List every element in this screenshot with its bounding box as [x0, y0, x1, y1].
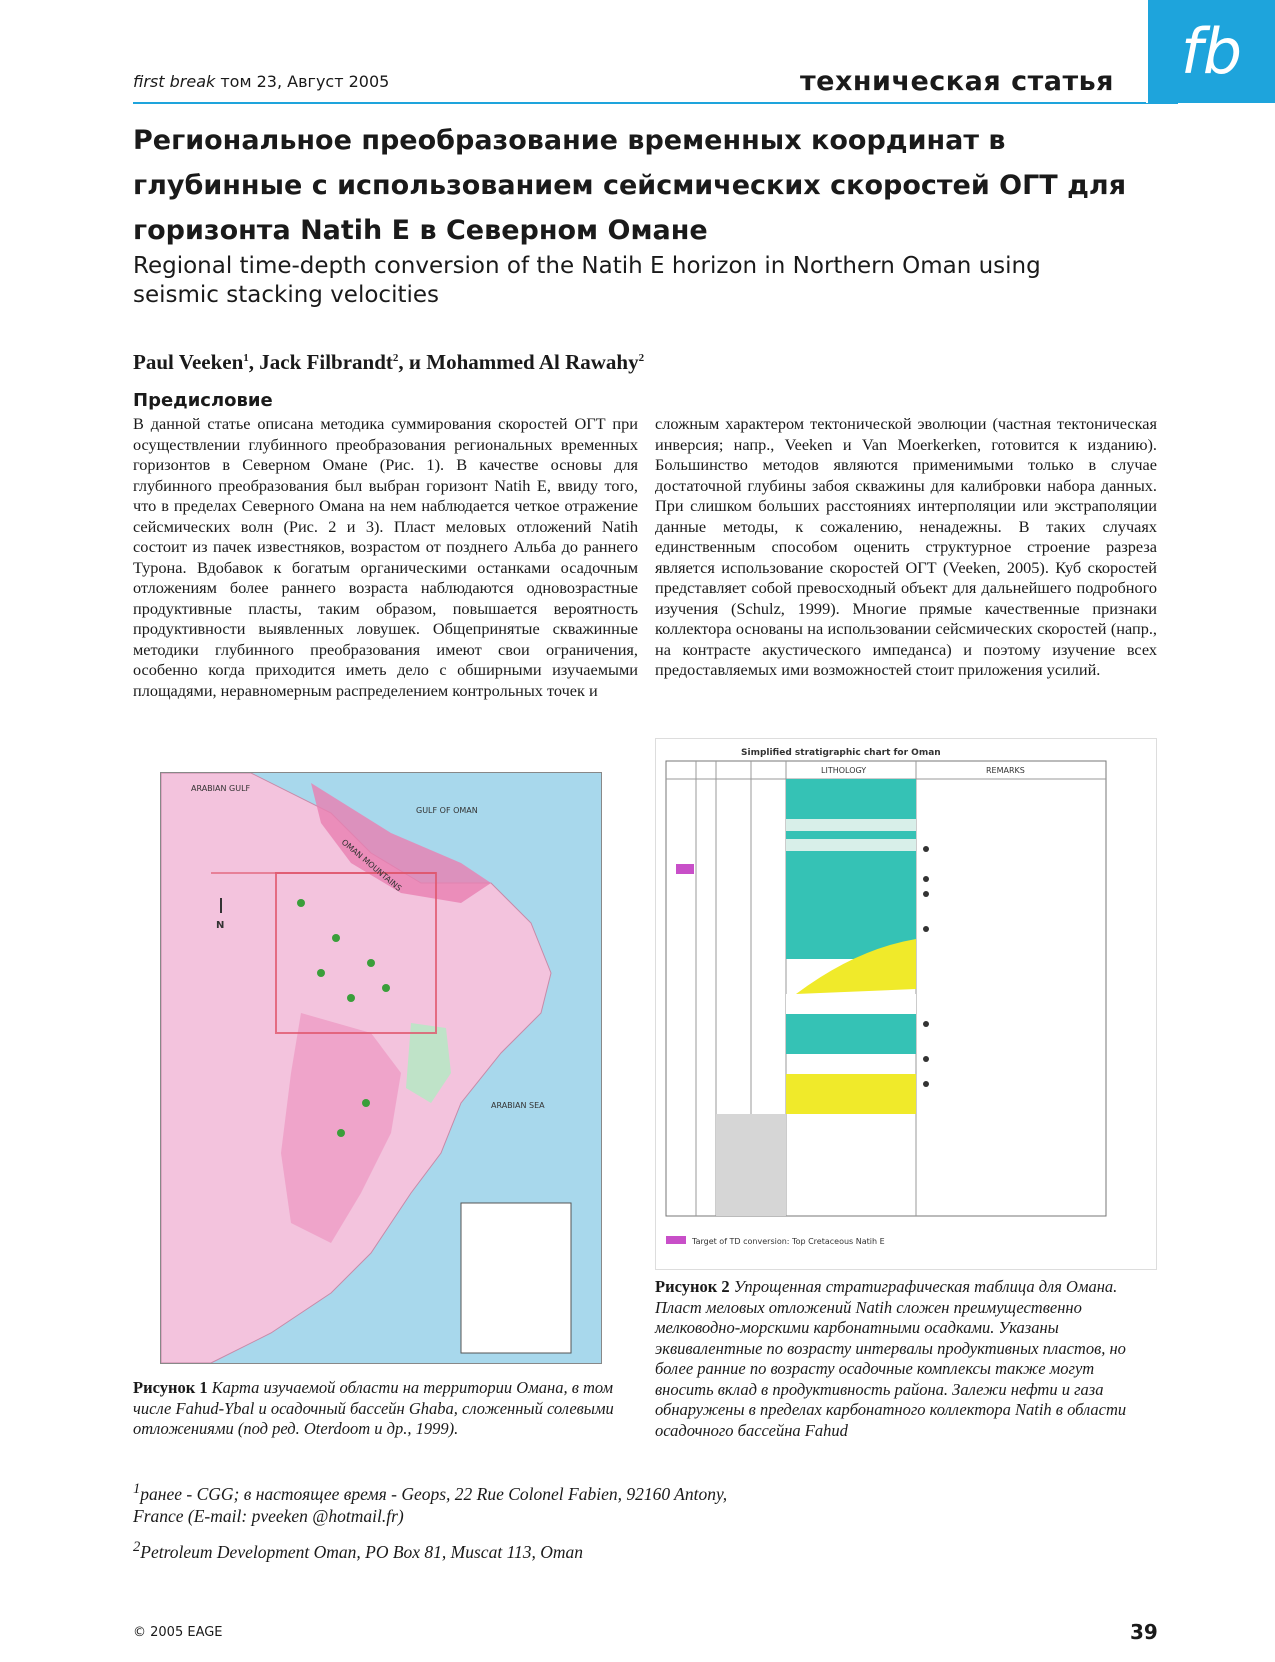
map-label: ARABIAN GULF: [191, 784, 251, 793]
footnote-text: ранее - CGG; в настоящее время - Geops, 22 Rue Colonel Fabien, 92160 Antony, France (E-mail: pveeken @hotmail.fr): [133, 1483, 728, 1526]
map-label: OMAN MOUNTAINS: [339, 837, 404, 894]
chart-title: Simplified stratigraphic chart for Oman: [741, 748, 941, 758]
author-affil: 1: [243, 352, 249, 364]
chart-legend: Target of TD conversion: Top Cretaceous Natih E: [692, 1237, 885, 1246]
author-name: Jack Filbrandt: [259, 350, 393, 374]
footnote-marker: 2: [133, 1539, 141, 1555]
figure-1-caption-text: Карта изучаемой области на территории Омана, в том числе Fahud-Ybal и осадочный бассейн Ghaba, сложенный солевыми отложениями (под ред. Oterdoom и др., 1999).: [133, 1378, 614, 1438]
map-label: ARABIAN SEA: [491, 1101, 545, 1110]
figure-2-strat-chart: [655, 738, 1157, 1270]
journal-issue: том 23, Август 2005: [220, 72, 390, 91]
author-name: Paul Veeken: [133, 350, 244, 374]
figure-1-map: [160, 772, 602, 1364]
figure-2-caption-text: Упрощенная стратиграфическая таблица для Омана. Пласт меловых отложений Natih сложен преимущественно мелководно-морскими карбонатными осадками. Указаны эквивалентные по возрасту интервалы продуктивных пластов, но более ранние по возрасту осадочные комплексы также могут вносить вклад в продуктивность района. Залежи нефти и газа обнаружены в пределах карбонатного коллектора Natih в области осадочного бассейна Fahud: [655, 1277, 1127, 1440]
footnote-1: [133, 1478, 733, 1527]
footnote-marker: 1: [133, 1481, 141, 1497]
page-number: 39: [1130, 1620, 1158, 1644]
preface-column-2: сложным характером тектонической эволюции (частная тектоническая инверсия; напр., Veeken и Van Moerkerken, готовится к изданию). Большинство методов являются применимыми только в случае достаточной глубины забоя скважины для калибровки набора данных. При слишком больших расстояниях интерполяции или экстраполяции данные методы, к сожалению, ненадежны. В таких случаях единственным способом оценить структурное строение разреза является использование скоростей ОГТ (Veeken, 2005). Куб скоростей представляет собой превосходный объект для дальнейшего подробного изучения (Schulz, 1999). Многие прямые качественные признаки коллектора основаны на использовании сейсмических скоростей (напр., на контрасте акустического импеданса) и поэтому изучение всех предоставляемых ими возможностей стоит приложения усилий.: [655, 414, 1157, 679]
figure-1-caption: [133, 1378, 623, 1440]
footnote-2: [133, 1536, 733, 1563]
authors: [133, 350, 644, 375]
preface-column-1: В данной статье описана методика суммирования скоростей ОГТ при осуществлении глубинного преобразования региональных временных горизонтов в Северном Омане (Рис. 1). В качестве основы для глубинного преобразования был выбран горизонт Natih E, ввиду того, что в пределах Северного Омана на нем наблюдается четкое отражение сейсмических волн (Рис. 2 и 3). Пласт меловых отложений Natih состоит из пачек известняков, возрастом от позднего Альба до раннего Турона. Вдобавок к богатым органическими останками осадочным отложениям более раннего возраста наблюдаются одновозрастные продуктивные пласты, таким образом, повышается вероятность продуктивности выявленных ловушек. Общепринятые скважинные методики глубинного преобразования имеют свои ограничения, особенно когда приходится иметь дело с обширными изучаемыми площадями, неравномерным распределением контрольных точек и: [133, 414, 638, 700]
footnote-text: Petroleum Development Oman, PO Box 81, Muscat 113, Oman: [140, 1541, 584, 1562]
map-label: GULF OF OMAN: [416, 806, 478, 815]
figure-2-label: Рисунок 2: [655, 1277, 730, 1296]
copyright: © 2005 EAGE: [133, 1625, 223, 1640]
author-affil: 2: [638, 352, 645, 364]
author-affil: 2: [392, 352, 399, 364]
figure-1-label: Рисунок 1: [133, 1378, 208, 1397]
fb-logo: fb: [1148, 0, 1275, 103]
journal-name: first break: [133, 72, 216, 91]
preface-heading: Предисловие: [133, 390, 273, 411]
title-english: Regional time-depth conversion of the Natih E horizon in Northern Oman using seismic stacking velocities: [133, 253, 1041, 308]
col-lithology: LITHOLOGY: [821, 766, 867, 775]
journal-line: [133, 72, 389, 91]
author-separator: ,: [248, 350, 260, 374]
figure-2-caption: [655, 1277, 1153, 1441]
author-separator: , и: [398, 350, 427, 374]
title-russian: Региональное преобразование временных координат в глубинные с использованием сейсмических скоростей ОГТ для горизонта Natih E в Северном Омане: [133, 125, 1127, 246]
header-rule: [133, 102, 1178, 104]
north-arrow-label: N: [216, 920, 225, 931]
col-remarks: REMARKS: [986, 766, 1025, 775]
author-name: Mohammed Al Rawahy: [426, 350, 639, 374]
section-label: техническая статья: [800, 66, 1115, 97]
